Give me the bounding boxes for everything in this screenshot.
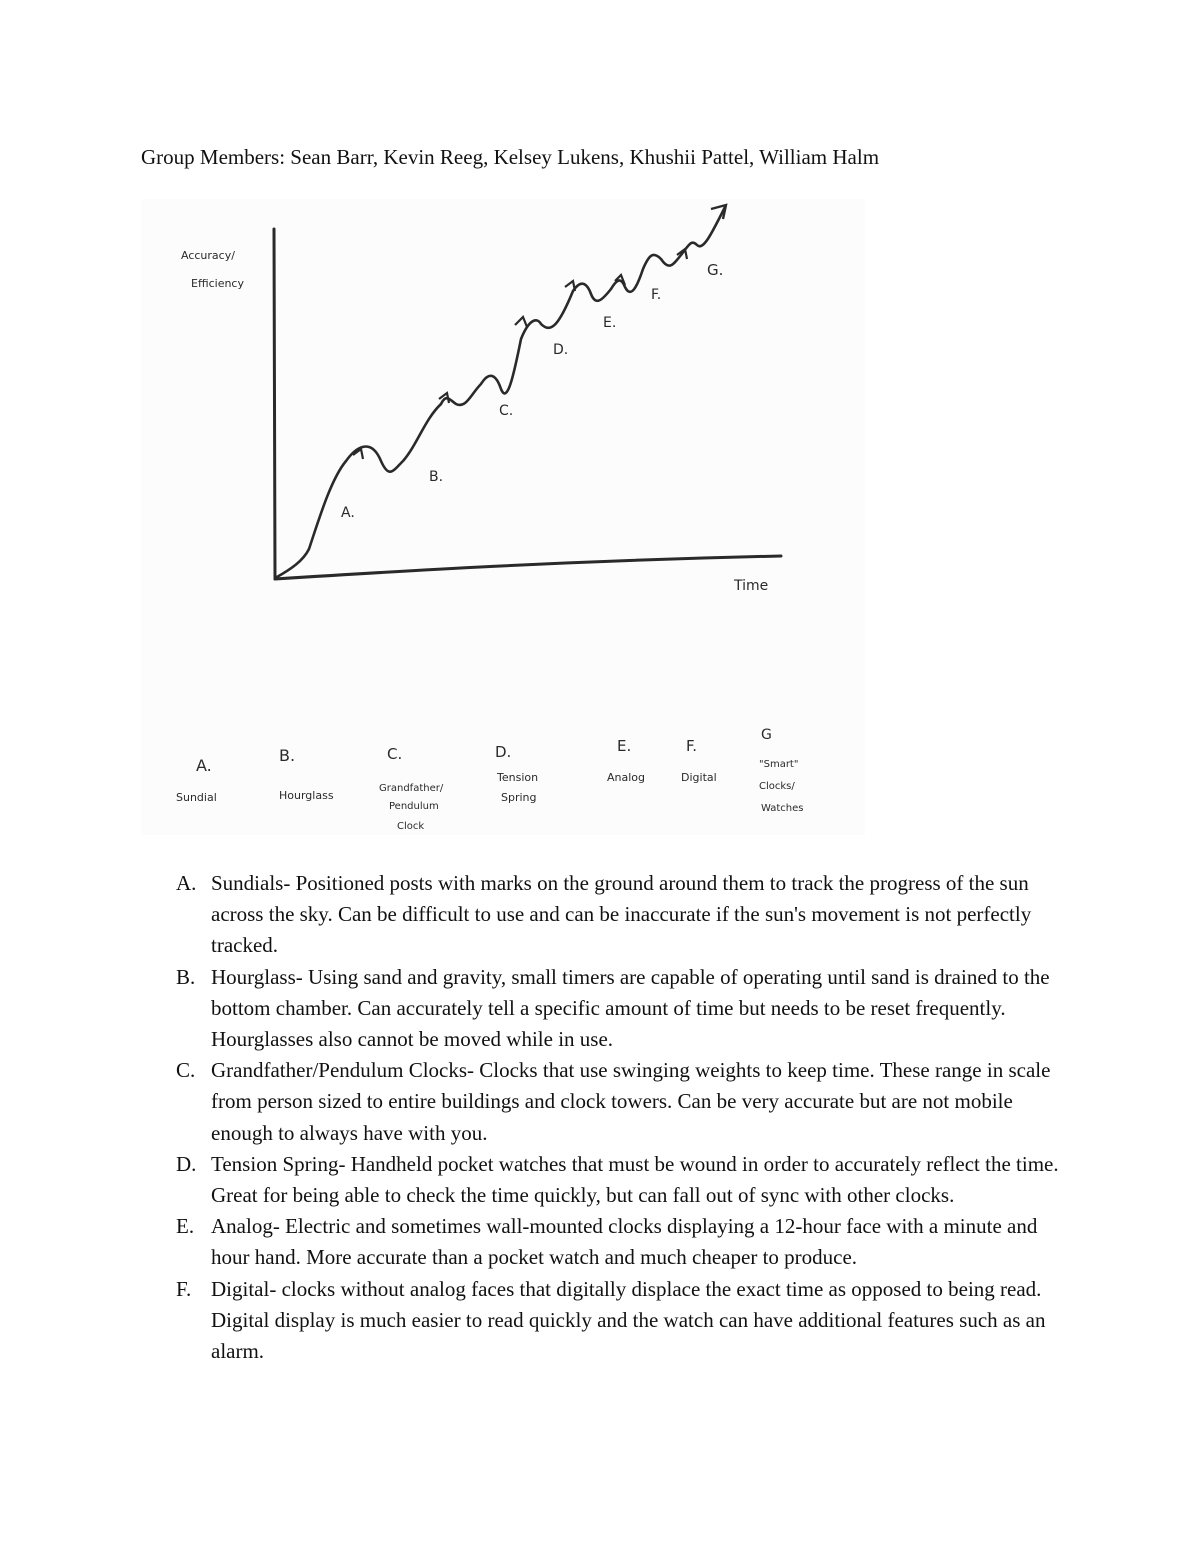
list-marker: A. — [176, 871, 197, 895]
legend-label-f: Digital — [681, 771, 717, 784]
list-marker: D. — [176, 1151, 197, 1176]
y-axis-label-line2: Efficiency — [191, 277, 244, 290]
curve-label-g: G. — [707, 261, 724, 279]
hand-drawn-graph-image — [141, 199, 865, 835]
legend-label-c-line1: Grandfather/ — [379, 783, 444, 794]
list-item-text: Hourglass- Using sand and gravity, small timers are capable of operating until sand is drained to the bottom chamber. Can accurately tell a specific amount of time but needs to be reset frequently. Hourglasses also cannot be moved while in use. — [211, 964, 1050, 1052]
legend-label-c-line3: Clock — [397, 821, 425, 832]
legend-label-d-line2: Spring — [501, 791, 537, 804]
curve-label-e: E. — [603, 315, 617, 331]
curve-label-f: F. — [651, 287, 662, 303]
group-members-heading: Group Members: Sean Barr, Kevin Reeg, Kelsey Lukens, Khushii Pattel, William Halm — [141, 145, 880, 169]
curve-label-c: C. — [499, 403, 514, 419]
list-item — [141, 1055, 1071, 1149]
legend-letter-c: C. — [387, 745, 403, 763]
list-item — [141, 962, 1071, 1056]
legend-letter-f: F. — [686, 737, 697, 755]
legend-label-g-line3: Watches — [761, 803, 804, 814]
x-axis-line — [275, 556, 781, 579]
list-item-text: Sundials- Positioned posts with marks on the ground around them to track the progress of the sun across the sky. Can be difficult to use and can be inaccurate if the sun's movement is not perfectly tracked. — [211, 871, 1032, 958]
curve-label-b: B. — [429, 469, 444, 485]
legend-label-d-line1: Tension — [497, 771, 539, 784]
list-item-text: Digital- clocks without analog faces that digitally displace the exact time as opposed to being read. Digital display is much easier to read quickly and the watch can have additional features such as an alarm. — [211, 1276, 1046, 1364]
legend-letter-b: B. — [279, 746, 296, 765]
list-marker: E. — [176, 1214, 195, 1239]
curve-label-d: D. — [553, 342, 569, 358]
curve-label-a: A. — [341, 505, 355, 521]
clock-types-list — [141, 868, 1071, 1367]
list-item-text: Grandfather/Pendulum Clocks- Clocks that use swinging weights to keep time. These range in scale from person sized to entire buildings and clock towers. Can be very accurate but are not mobile enough to always have with you. — [211, 1058, 1051, 1145]
list-item — [141, 1211, 1071, 1273]
y-axis-line — [274, 229, 275, 579]
legend-letter-a: A. — [196, 756, 212, 775]
legend-label-g-line1: "Smart" — [759, 759, 799, 770]
list-item — [141, 1274, 1071, 1368]
legend-label-a: Sundial — [176, 791, 217, 804]
graph-sketch-svg — [141, 199, 865, 835]
legend-label-b: Hourglass — [279, 789, 334, 802]
list-marker: C. — [176, 1058, 196, 1083]
y-axis-label-line1: Accuracy/ — [181, 249, 235, 262]
arrowhead-3 — [515, 317, 527, 327]
list-item-text: Tension Spring- Handheld pocket watches that must be wound in order to accurately reflect the time. Great for being able to check the time quickly, but can fall out of sync with other clocks. — [211, 1151, 1059, 1208]
legend-label-e: Analog — [607, 771, 646, 784]
list-item — [141, 1149, 1071, 1211]
legend-letter-d: D. — [495, 743, 512, 761]
list-item-text: Analog- Electric and sometimes wall-mounted clocks displaying a 12-hour face with a minute and hour hand. More accurate than a pocket watch and much cheaper to produce. — [211, 1214, 1038, 1270]
progress-curve — [277, 207, 725, 577]
legend-letter-g: G — [761, 727, 772, 743]
list-item — [141, 868, 1071, 962]
legend-label-g-line2: Clocks/ — [759, 781, 795, 792]
legend-letter-e: E. — [617, 737, 632, 755]
list-marker: B. — [176, 964, 196, 989]
list-marker: F. — [176, 1276, 192, 1301]
x-axis-label: Time — [734, 578, 769, 594]
legend-label-c-line2: Pendulum — [389, 801, 439, 812]
